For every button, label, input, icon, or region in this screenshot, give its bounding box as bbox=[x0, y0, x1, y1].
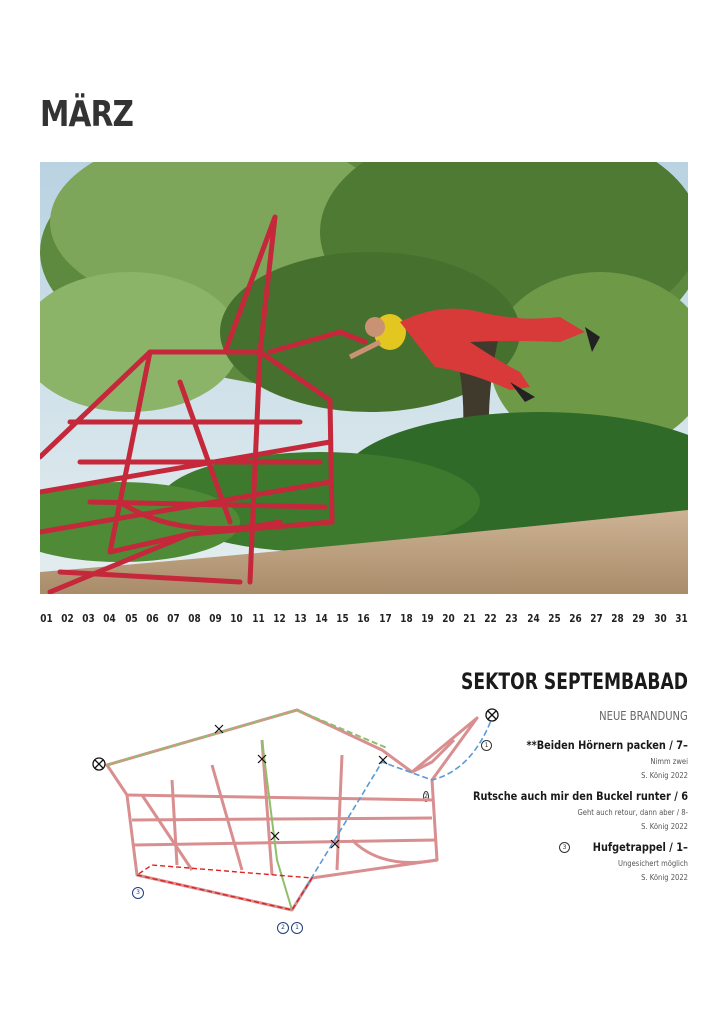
day-number: 18 bbox=[399, 613, 413, 625]
route-name: Hufgetrappel / 1– bbox=[592, 840, 688, 854]
day-number: 08 bbox=[188, 613, 201, 625]
day-number: 28 bbox=[611, 613, 624, 625]
day-number: 03 bbox=[82, 613, 96, 625]
route-note: Geht auch retour, dann aber / 8- bbox=[577, 808, 688, 817]
day-strip bbox=[36, 613, 692, 631]
day-number: 05 bbox=[124, 613, 138, 625]
day-number: 27 bbox=[590, 613, 603, 625]
day-number: 21 bbox=[463, 613, 476, 625]
day-number: 19 bbox=[421, 613, 434, 625]
day-number: 31 bbox=[674, 613, 688, 625]
day-number: 02 bbox=[61, 613, 74, 625]
area-subtitle: NEUE BRANDUNG bbox=[599, 708, 688, 723]
route-author: S. König 2022 bbox=[641, 873, 688, 882]
day-number: 12 bbox=[273, 613, 286, 625]
day-number: 30 bbox=[653, 613, 667, 625]
day-number: 26 bbox=[569, 613, 582, 625]
route-author: S. König 2022 bbox=[641, 771, 688, 780]
day-number: 11 bbox=[251, 613, 265, 625]
day-number: 24 bbox=[526, 613, 540, 625]
route-note: Nimm zwei bbox=[650, 757, 688, 766]
day-number: 20 bbox=[442, 613, 455, 625]
topo-badge: 3 bbox=[132, 887, 144, 899]
day-number: 13 bbox=[294, 613, 307, 625]
day-number: 09 bbox=[209, 613, 222, 625]
anchor-markers bbox=[93, 709, 498, 770]
day-number: 01 bbox=[40, 613, 53, 625]
day-number: 29 bbox=[632, 613, 646, 625]
topo-diagram bbox=[82, 700, 512, 940]
route-note: Ungesichert möglich bbox=[617, 859, 688, 868]
route-number-badge: 2 bbox=[424, 792, 428, 800]
sculpture-outline bbox=[107, 710, 477, 910]
day-number: 17 bbox=[378, 613, 392, 625]
route-name: Rutsche auch mir den Buckel runter / 6 bbox=[472, 789, 688, 803]
route-number-badge: 1 bbox=[481, 740, 492, 751]
topo-badge: 2 bbox=[277, 922, 289, 934]
day-number: 07 bbox=[167, 613, 180, 625]
day-number: 15 bbox=[336, 613, 349, 625]
bolt-markers bbox=[215, 725, 387, 848]
topo-badge: 1 bbox=[291, 922, 303, 934]
day-number: 22 bbox=[484, 613, 497, 625]
sector-title: SEKTOR SEPTEMBABAD bbox=[461, 670, 688, 695]
day-number: 06 bbox=[146, 613, 159, 625]
photo-climber-on-red-bull-sculpture bbox=[40, 162, 688, 594]
route-number-badge: 3 bbox=[559, 842, 570, 853]
month-title: MÄRZ bbox=[40, 94, 134, 135]
day-number: 10 bbox=[230, 613, 244, 625]
day-number: 25 bbox=[548, 613, 561, 625]
calendar-photo bbox=[40, 162, 688, 594]
day-number: 14 bbox=[315, 613, 328, 625]
day-number: 23 bbox=[505, 613, 519, 625]
day-number: 04 bbox=[103, 613, 117, 625]
route-name: **Beiden Hörnern packen / 7– bbox=[526, 738, 688, 752]
route-author: S. König 2022 bbox=[641, 822, 688, 831]
day-number: 16 bbox=[357, 613, 371, 625]
